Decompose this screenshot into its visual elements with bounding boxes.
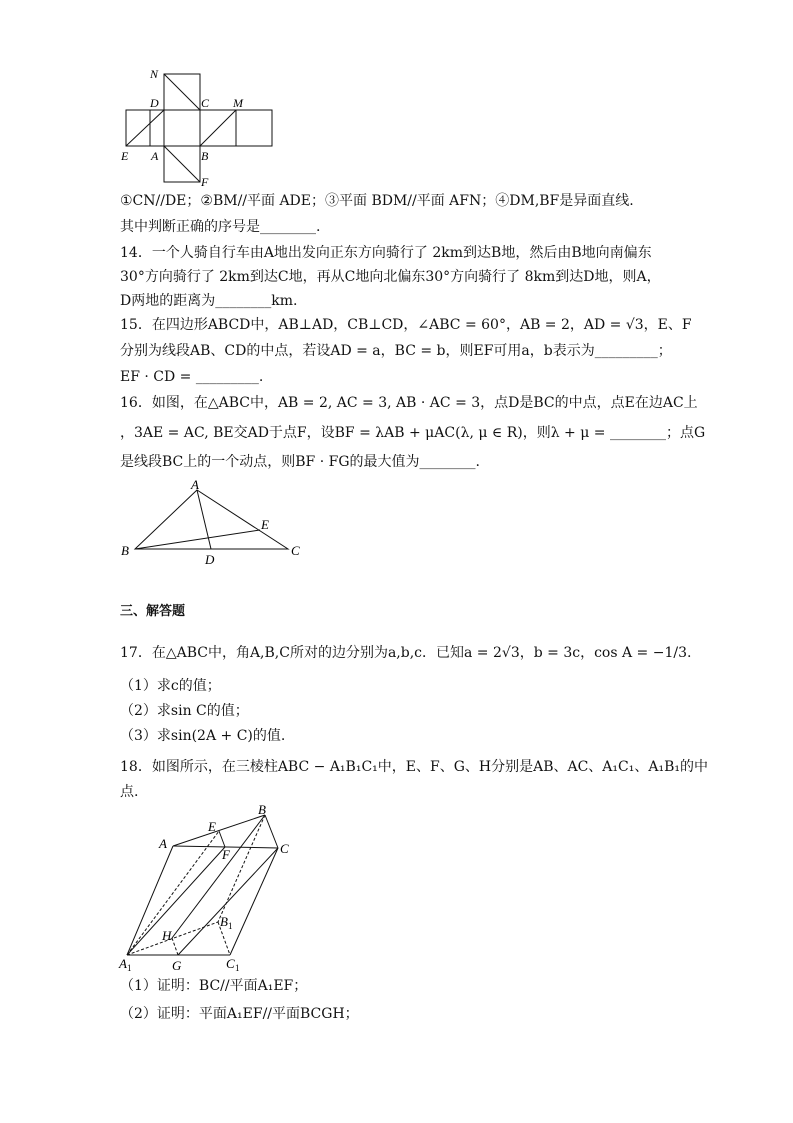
label-D: D [205, 552, 215, 567]
label-B1: B [220, 914, 228, 929]
label-H: H [162, 928, 172, 943]
label-C: C [201, 96, 210, 110]
median-ad [197, 490, 211, 549]
q16-line3: 是线段BC上的一个动点，则BF · FG的最大值为________. [120, 454, 480, 470]
label-B: B [201, 149, 209, 163]
label-A: A [151, 149, 159, 163]
q18-line1: 18．如图所示，在三棱柱ABC − A₁B₁C₁中，E、F、G、H分别是AB、AC、A₁C₁、A₁B₁的中 [120, 759, 708, 775]
prism-diagram [115, 804, 305, 972]
section-title: 三、解答题 [120, 604, 186, 619]
label-C1: C [226, 956, 235, 971]
q18-part1: （1）证明：BC//平面A₁EF； [120, 978, 308, 994]
q14-line2: 30°方向骑行了 2km到达C地，再从C地向北偏东30°方向骑行了 8km到达D地，则A， [120, 269, 661, 285]
label-F: F [222, 847, 230, 862]
q14-line1: 14．一个人骑自行车由A地出发向正东方向骑行了 2km到达B地，然后由B地向南偏东 [120, 245, 652, 261]
label-A: A [191, 477, 199, 492]
label-E: E [261, 517, 269, 532]
label-M: M [233, 96, 243, 110]
segment-be [135, 530, 260, 549]
label-B: B [121, 543, 129, 558]
q18-part2: （2）证明：平面A₁EF//平面BCGH； [120, 1006, 359, 1022]
net-middle-row [126, 110, 272, 146]
q17-part2: （2）求sin C的值； [120, 703, 249, 719]
label-C1-sub: 1 [235, 963, 240, 972]
cube-net-diagram [115, 64, 285, 190]
label-E: E [121, 149, 129, 163]
label-A1-sub: 1 [127, 963, 132, 972]
q15-line2: 分别为线段AB、CD的中点，若设AD = a，BC = b，则EF可用a，b表示为_________； [120, 343, 672, 359]
q15-line1: 15．在四边形ABCD中，AB⊥AD，CB⊥CD，∠ABC = 60°，AB = 2，AD = √3，E、F [120, 317, 692, 333]
q16-line1: 16．如图，在△ABC中，AB = 2, AC = 3, AB · AC = 3，点D是BC的中点，点E在边AC上 [120, 395, 698, 411]
q17-part3: （3）求sin(2A + C)的值. [120, 728, 286, 744]
q16-line2: ，3AE = AC, BE交AD于点F，设BF = λAB + μAC(λ, μ ∈ R)，则λ + μ = ________；点G [120, 425, 706, 441]
label-N: N [150, 67, 159, 81]
q17-part1: （1）求c的值； [120, 678, 221, 694]
label-A1: A [119, 956, 127, 971]
q17-stem: 17．在△ABC中，角A,B,C所对的边分别为a,b,c．已知a = 2√3，b = 3c，cos A = −1/3. [120, 645, 692, 661]
label-B: B [258, 804, 266, 817]
label-C: C [291, 543, 300, 558]
triangle-abc-diagram [115, 476, 315, 568]
label-E: E [208, 819, 216, 834]
label-G: G [172, 958, 182, 972]
q15-line3: EF · CD = _________. [120, 369, 264, 385]
label-B1-sub: 1 [228, 921, 233, 931]
label-C: C [280, 841, 289, 856]
q18-line2: 点. [120, 784, 139, 800]
q14-line3: D两地的距离为________km. [120, 293, 298, 309]
label-D: D [150, 96, 159, 110]
label-A: A [159, 836, 167, 851]
label-F: F [201, 175, 209, 189]
q13-options: ①CN//DE；②BM//平面 ADE；③平面 BDM//平面 AFN；④DM,BF是异面直线. [120, 193, 634, 209]
q13-question: 其中判断正确的序号是________. [120, 219, 321, 235]
